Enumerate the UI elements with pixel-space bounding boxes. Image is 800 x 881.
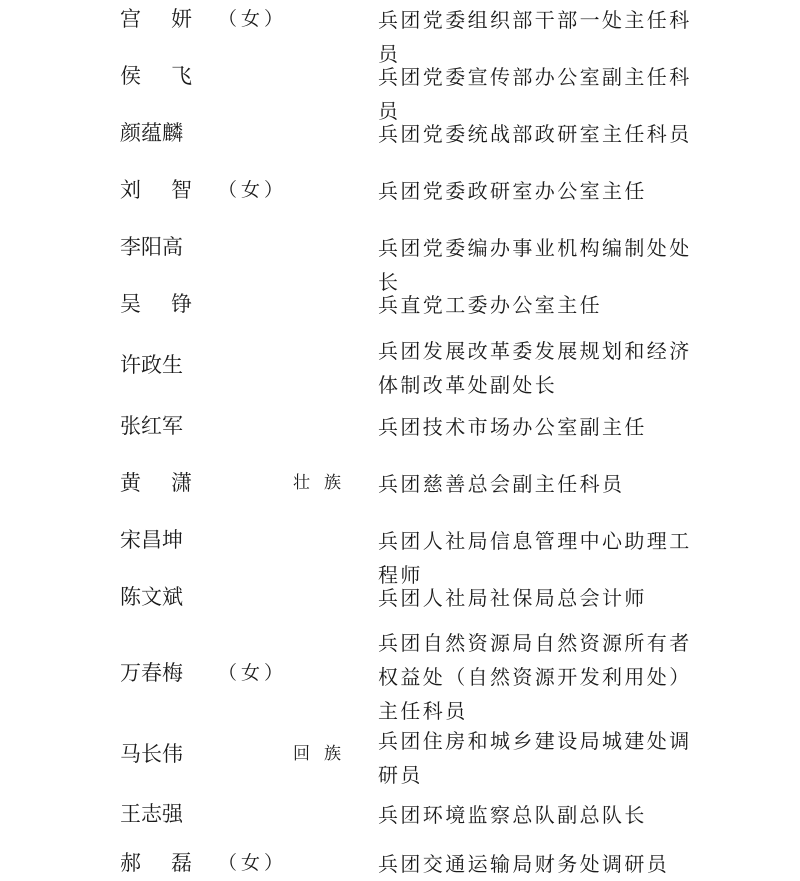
position-title: 兵团党委组织部干部一处主任科员: [378, 8, 692, 66]
position-title: 兵团环境监察总队副总队长: [378, 803, 647, 827]
person-name: 王志强: [120, 802, 183, 826]
gender-note: （女）: [218, 662, 288, 684]
position-title: 兵团发展改革委发展规划和经济体制改革处副处长: [378, 339, 692, 397]
position-title: 兵团技术市场办公室副主任: [378, 415, 647, 439]
position-title: 兵团慈善总会副主任科员: [378, 472, 625, 496]
position-title: 兵团党委政研室办公室主任: [378, 179, 647, 203]
person-name: 张红军: [120, 414, 183, 438]
ethnicity-note: 回族: [293, 744, 355, 764]
gender-note: （女）: [218, 8, 288, 30]
person-name: 侯飞: [120, 64, 222, 88]
gender-note: （女）: [218, 179, 288, 201]
person-name: 陈文斌: [120, 585, 183, 609]
person-name: 吴铮: [120, 292, 222, 316]
person-name: 宫妍: [120, 7, 222, 31]
person-name: 万春梅: [120, 661, 183, 685]
position-title: 兵团交通运输局财务处调研员: [378, 852, 670, 876]
gender-note: （女）: [218, 852, 288, 874]
person-name: 马长伟: [120, 742, 183, 766]
person-name: 颜蕴麟: [120, 121, 183, 145]
position-title: 兵团党委统战部政研室主任科员: [378, 122, 692, 146]
ethnicity-note: 壮族: [293, 473, 355, 493]
position-title: 兵团人社局社保局总会计师: [378, 586, 647, 610]
position-title: 兵团自然资源局自然资源所有者权益处（自然资源开发利用处）主任科员: [378, 631, 692, 723]
position-title: 兵团人社局信息管理中心助理工程师: [378, 529, 692, 587]
position-title: 兵直党工委办公室主任: [378, 293, 602, 317]
person-name: 刘智: [120, 178, 222, 202]
person-name: 许政生: [120, 353, 183, 377]
position-title: 兵团党委编办事业机构编制处处长: [378, 236, 692, 294]
person-name: 宋昌坤: [120, 528, 183, 552]
person-name: 李阳高: [120, 235, 183, 259]
position-title: 兵团党委宣传部办公室副主任科员: [378, 65, 692, 123]
person-name: 郝磊: [120, 851, 222, 875]
person-name: 黄潇: [120, 471, 222, 495]
position-title: 兵团住房和城乡建设局城建处调研员: [378, 729, 692, 787]
